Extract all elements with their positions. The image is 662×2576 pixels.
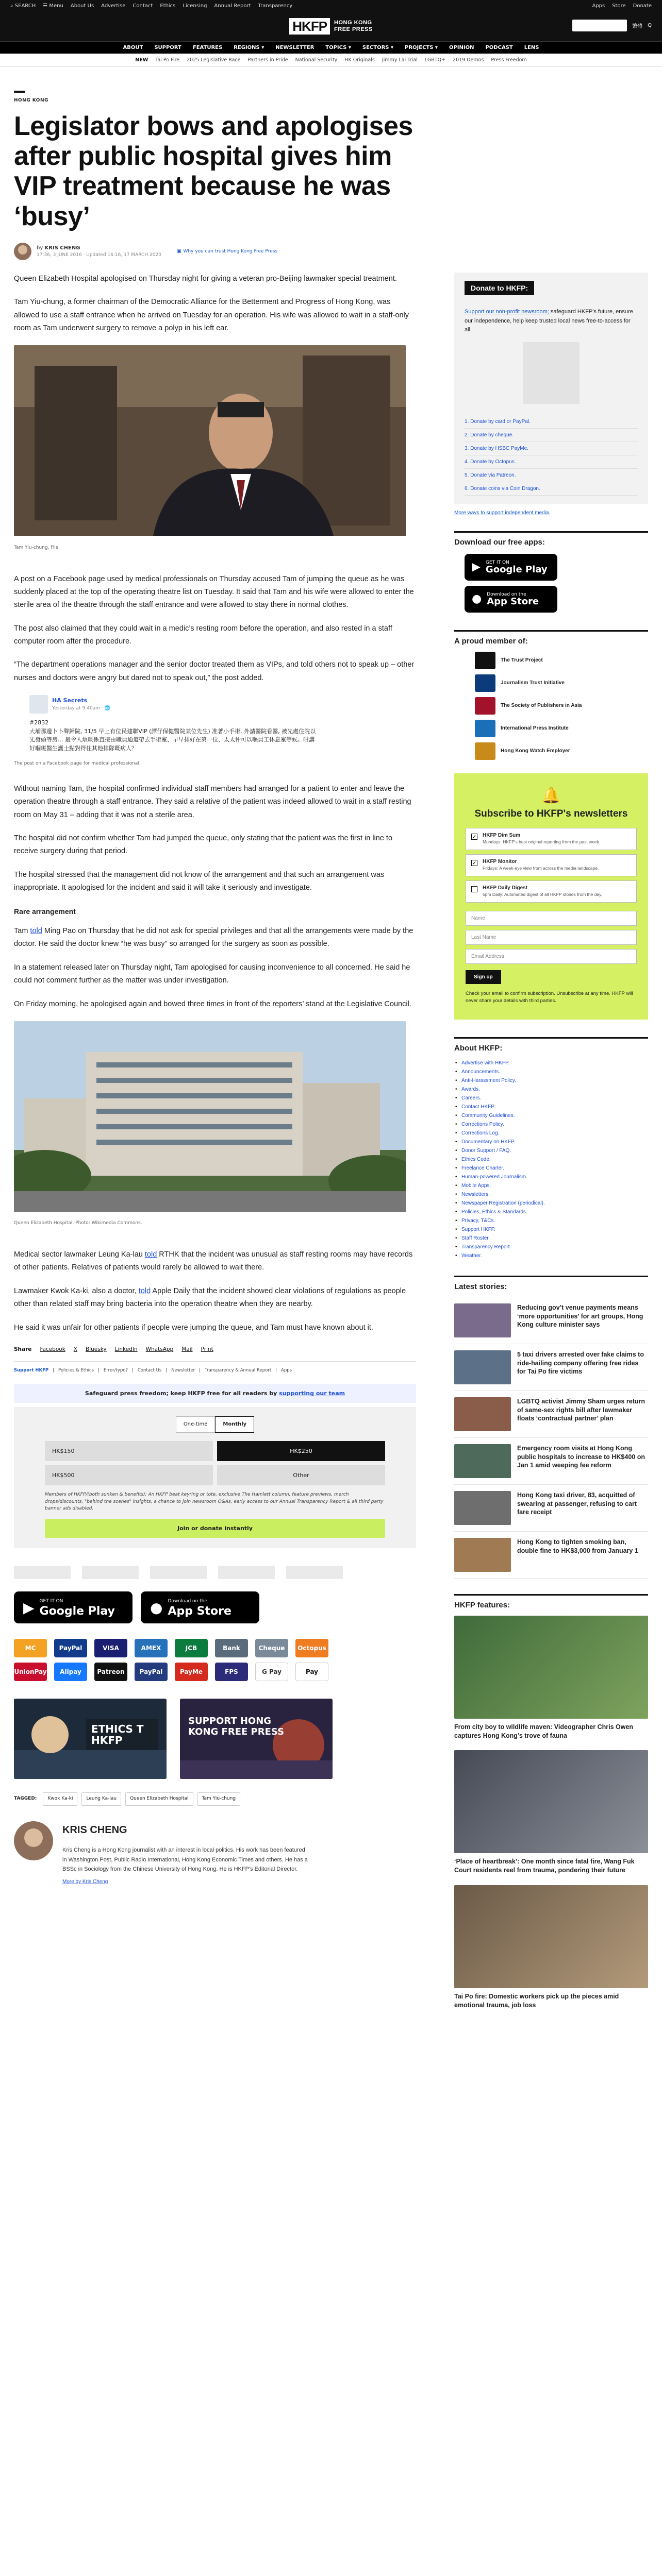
feature-story[interactable]: From city boy to wildlife maven: Videographer Chris Owen captures Hong Kong’s trove of fauna (454, 1616, 648, 1740)
share-row (14, 1345, 416, 1354)
about-link[interactable]: • Freelance Charter. (454, 1164, 648, 1173)
about-link[interactable]: • Donor Support / FAQ. (454, 1146, 648, 1155)
nav-about[interactable]: ABOUT (123, 45, 143, 50)
sidebar-app-store-button[interactable]: ● Download on the App Store (465, 586, 557, 613)
donate-option[interactable]: 4. Donate by Octopus. (465, 455, 638, 469)
share-mail[interactable]: Mail (181, 1346, 193, 1352)
search-icon[interactable]: Q (648, 23, 652, 28)
partner-logo (286, 1566, 343, 1579)
about-title: About HKFP: (454, 1037, 648, 1053)
about-link[interactable]: • Human-powered Journalism. (454, 1173, 648, 1181)
photo-caption: Queen Elizabeth Hospital. Photo: Wikimedia Commons. (14, 1221, 142, 1226)
about-link[interactable]: • Newspaper Registration (periodical). (454, 1199, 648, 1208)
latest-story[interactable]: 5 taxi drivers arrested over fake claims to ride-hailing company offering free rides for Tai Po fire victims (454, 1344, 648, 1391)
payment-logo: G Pay (255, 1663, 288, 1681)
donate-card (454, 273, 648, 504)
utility-bar (0, 0, 662, 11)
trending-item[interactable]: 2025 Legislative Race (187, 57, 241, 63)
about-link[interactable]: • Support HKFP. (454, 1225, 648, 1234)
proud-member-title: A proud member of: (454, 630, 648, 646)
article-photo-tam[interactable] (14, 345, 406, 540)
source-link[interactable]: told (144, 1250, 157, 1259)
fb-post-tag: #2832 (29, 719, 49, 726)
amount-other[interactable]: Other (217, 1465, 385, 1485)
about-link[interactable]: • Corrections Policy. (454, 1120, 648, 1129)
fb-page-name[interactable]: HA Secrets (52, 697, 88, 704)
newsletter-option-monitor[interactable]: ✓ HKFP Monitor Fridays: A week-eye view from across the media landscape. (466, 854, 637, 876)
member-trust-project[interactable]: The Trust Project (475, 652, 648, 669)
donate-option[interactable]: 1. Donate by card or PayPal. (465, 415, 638, 429)
latest-title: Latest stories: (454, 1276, 648, 1291)
about-link[interactable]: • Privacy, T&Cs. (454, 1216, 648, 1225)
member-sopa[interactable]: The Society of Publishers in Asia (475, 697, 648, 715)
nav-lens[interactable]: LENS (524, 45, 539, 50)
policy-typo[interactable]: Error/typo? (103, 1368, 128, 1374)
about-link[interactable]: • Careers. (454, 1094, 648, 1103)
paragraph: Queen Elizabeth Hospital apologised on Thursday night for giving a veteran pro-Beijing lawmaker special treatment. (14, 274, 397, 283)
ethics-promo-label: ETHICS T HKFP (91, 1723, 144, 1747)
facebook-page-icon (29, 695, 48, 714)
payment-logo: MC (14, 1639, 47, 1657)
payment-logo: Octopus (295, 1639, 328, 1657)
language-switch[interactable]: 繁體 (632, 24, 643, 29)
author-name[interactable]: KRIS CHENG (44, 245, 80, 251)
kicker-rule (14, 91, 25, 93)
about-link[interactable]: • Documentary on HKFP. (454, 1138, 648, 1146)
latest-story[interactable]: Hong Kong taxi driver, 83, acquitted of swearing at passenger, refusing to cart fare receipt (454, 1485, 648, 1532)
payment-logo: Cheque (255, 1639, 288, 1657)
payment-methods (14, 1639, 416, 1681)
policy-links: Support HKFP | Policies & Ethics | Error/typo? | Contact Us | Newsletter | Transparency & Annual Report | Apps (14, 1361, 416, 1375)
email-field[interactable]: Email Address (466, 949, 637, 964)
google-play-icon: ▶ (23, 1599, 35, 1616)
article-title: Legislator bows and apologises after public hospital gives him VIP treatment because he was ‘busy’ (14, 111, 413, 231)
nav-topics[interactable]: TOPICS ▾ (325, 45, 351, 50)
more-ways-link[interactable]: More ways to support independent media. (454, 510, 551, 516)
share-print[interactable]: Print (201, 1346, 213, 1352)
util-link-advertise[interactable]: Advertise (101, 3, 126, 9)
latest-story[interactable]: LGBTQ activist Jimmy Sham urges return of same-sex rights bill after lawmaker floats ‘contractual partner’ plan (454, 1391, 648, 1438)
about-link[interactable]: • Community Guidelines. (454, 1111, 648, 1120)
feature-story[interactable]: Tai Po fire: Domestic workers pick up the pieces amid emotional trauma, job loss (454, 1885, 648, 2010)
last-name-field[interactable]: Last Name (466, 930, 637, 945)
tag-list (14, 1792, 416, 1806)
member-ipi[interactable]: International Press Institute (475, 720, 648, 737)
paragraph: On Friday morning, he apologised again and bowed three times in front of the reporters’ stand at the Legislative Council. (14, 999, 411, 1008)
nav-sectors[interactable]: SECTORS ▾ (362, 45, 393, 50)
about-link[interactable]: • Policies, Ethics & Standards. (454, 1208, 648, 1216)
section-heading: Rare arrangement (14, 907, 76, 916)
newsletter-option-dim-sum[interactable]: ✓ HKFP Dim Sum Mondays: HKFP's best original reporting from the past week. (466, 828, 637, 850)
member-hk-watch[interactable]: Hong Kong Watch Employer (475, 742, 648, 760)
google-play-button[interactable]: ▶ GET IT ON Google Play (14, 1591, 133, 1623)
policy-transparency[interactable]: Transparency & Annual Report (205, 1368, 272, 1374)
logo-line-2: FREE PRESS (334, 26, 373, 32)
payment-logo: FPS (215, 1663, 248, 1681)
donate-option[interactable]: 3. Donate by HSBC PayMe. (465, 442, 638, 455)
about-link[interactable]: • Anti-Harassment Policy. (454, 1076, 648, 1085)
payment-logo: JCB (175, 1639, 208, 1657)
about-link[interactable]: • Transparency Report. (454, 1243, 648, 1251)
sign-up-button[interactable]: Sign up (466, 970, 501, 984)
newsletter-signup (454, 773, 648, 1020)
newsletter-option-daily-digest[interactable]: HKFP Daily Digest 5pm Daily: Automated digest of all HKFP stories from the day. (466, 880, 637, 903)
member-benefits: Members of HKFP/(both sunken & benefits): An HKFP beat keyring or tote, exclusive The Hamlett column, feature previews, merch drops/discounts, "behind the scenes" insights, a chance to join newsroom Q&As, early access to our Annual Transparency Report & all third party banner ads disabled. (45, 1492, 384, 1512)
trending-item[interactable]: Press Freedom (491, 57, 527, 63)
search-link[interactable]: ⌕ SEARCH (10, 3, 36, 9)
util-link-contact[interactable]: Contact (133, 3, 153, 9)
partner-logo (82, 1566, 139, 1579)
util-link-licensing[interactable]: Licensing (183, 3, 207, 9)
hkfp-logo[interactable] (289, 18, 372, 35)
share-whatsapp[interactable]: WhatsApp (145, 1346, 174, 1352)
policy-apps[interactable]: Apps (281, 1368, 292, 1374)
share-bluesky[interactable]: Bluesky (85, 1346, 107, 1352)
author-box (14, 1821, 416, 1887)
util-link-about[interactable]: About Us (70, 3, 94, 9)
paragraph: He said it was unfair for other patients if people were jumping the queue, and Tam must have known about it. (14, 1323, 373, 1332)
paragraph: “The department operations manager and the senior doctor treated them as VIPs, and told others not to speak up – other nurses and doctors were angry but dared not to speak out,” the post added. (14, 660, 415, 682)
about-link[interactable]: • Newsletters. (454, 1190, 648, 1199)
util-link-annual-report[interactable]: Annual Report (214, 3, 251, 9)
util-link-apps[interactable]: Apps (592, 3, 605, 9)
trending-item[interactable]: Partners in Pride (247, 57, 288, 63)
nav-opinion[interactable]: OPINION (449, 45, 474, 50)
author-bio: Kris Cheng is a Hong Kong journalist with an interest in local politics. His work has been featured in Washington Post, Public Radio International, Hong Kong Economic Times and others. He has a BSSc in Sociology from the Chinese University of Hong Kong. He is HKFP's Editorial Director. (62, 1846, 308, 1873)
util-link-ethics[interactable]: Ethics (160, 3, 176, 9)
tag[interactable]: Leung Ka-lau (81, 1792, 121, 1806)
partner-logo (14, 1566, 71, 1579)
util-link-transparency[interactable]: Transparency (258, 3, 293, 9)
partner-logo (150, 1566, 207, 1579)
paragraph: A post on a Facebook page used by medical professionals on Thursday accused Tam of jumping the queue as he was suddenly placed at the top of the operating theatre list on Tuesday. It said that Tam and his wife were allowed to enter the sterile area of the theatre through the staff entrance and were allowed to stay there in normal clothes. (14, 574, 414, 609)
share-linkedin[interactable]: LinkedIn (114, 1346, 138, 1352)
partner-logos (14, 1566, 416, 1579)
nav-regions[interactable]: REGIONS ▾ (234, 45, 264, 50)
apple-icon: ● (150, 1599, 163, 1616)
app-store-button[interactable]: ● Download on the App Store (141, 1591, 259, 1623)
trending-item[interactable]: Tai Po Fire (155, 57, 180, 63)
newsletter-note: Check your email to confirm subscription. Unsubscribe at any time. HKFP will never share your details with third parties. (466, 991, 633, 1004)
share-x[interactable]: X (73, 1346, 77, 1352)
paragraph: Tam Yiu-chung, a former chairman of the Democratic Alliance for the Betterment and Progress of Hong Kong, was allowed to use a staff entrance when he arrived on Tuesday for an operation. His wife was allowed to wait in a staff-only room as Tam underwent surgery to remove a polyp in his left ear. (14, 298, 409, 333)
paragraph: In a statement released later on Thursday night, Tam apologised for causing inconvenience to all concerned. He said he could not comment further as the matter was under investigation. (14, 963, 410, 985)
about-link[interactable]: • Advertise with HKFP. (454, 1059, 648, 1067)
policy-newsletter[interactable]: Newsletter (171, 1368, 195, 1374)
fb-post-time: Yesterday at 9:40am · 🌐 (52, 705, 110, 711)
tags-label: TAGGED: (14, 1796, 37, 1802)
payment-logo: VISA (94, 1639, 127, 1657)
source-link[interactable]: told (138, 1286, 151, 1295)
author-photo[interactable] (14, 1821, 53, 1860)
policy-ethics[interactable]: Policies & Ethics (58, 1368, 94, 1374)
menu-link[interactable]: ☰ Menu (43, 3, 63, 9)
nav-podcast[interactable]: PODCAST (485, 45, 513, 50)
paragraph: Medical sector lawmaker Leung Ka-lau told RTHK that the incident was unusual as staff resting rooms may have records of other patients. Relatives of patients would rarely be allowed to wait there. (14, 1250, 413, 1272)
nav-features[interactable]: FEATURES (192, 45, 223, 50)
tag[interactable]: Queen Elizabeth Hospital (125, 1792, 193, 1806)
payment-logo: PayPal (54, 1639, 87, 1657)
nav-newsletter[interactable]: NEWSLETTER (275, 45, 315, 50)
paragraph: Lawmaker Kwok Ka-ki, also a doctor, told Apple Daily that the incident showed clear violations of regulations as people other than related staff may bring bacteria into the operation theatre when they are nearby. (14, 1286, 406, 1309)
safeguard-banner: Safeguard press freedom; keep HKFP free for all readers by supporting our team (14, 1384, 416, 1403)
about-link[interactable]: • Corrections Log. (454, 1129, 648, 1138)
photo-caption: Tam Yiu-chung. File (14, 545, 59, 550)
support-promo-label: SUPPORT HONG KONG FREE PRESS (188, 1716, 285, 1737)
donate-intro-link[interactable]: Support our non-profit newsroom; (465, 308, 549, 315)
about-link[interactable]: • Mobile Apps. (454, 1181, 648, 1190)
author-box-name[interactable]: KRIS CHENG (62, 1824, 127, 1836)
fb-caption: The post on a Facebook page for medical professional. (14, 761, 141, 767)
sidebar (454, 273, 648, 2020)
about-link[interactable]: • Awards. (454, 1085, 648, 1094)
google-play-icon: ▶ (472, 561, 481, 574)
payment-logo: UnionPay (14, 1663, 47, 1681)
latest-story[interactable]: Emergency room visits at Hong Kong public hospitals to increase to HK$400 on Jan 1 amid weeping fee reform (454, 1438, 648, 1485)
facebook-embed[interactable] (29, 695, 318, 753)
tag[interactable]: Kwok Ka-ki (43, 1792, 77, 1806)
nav-support[interactable]: SUPPORT (154, 45, 181, 50)
paragraph: The hospital stressed that the management did not know of the arrangement and that such an arrangement was inappropriate. It apologised for the incident and said it will take it seriously and investigate. (14, 870, 385, 892)
donate-qr-code (523, 342, 580, 404)
tag[interactable]: Tam Yiu-chung (197, 1792, 241, 1806)
article-date: 17:36, 3 JUNE 2016 · Updated 16:16, 17 MARCH 2020 (37, 252, 161, 258)
trending-item[interactable]: HK Originals (344, 57, 375, 63)
logo-mark: HKFP (289, 18, 330, 35)
trending-label: NEW (135, 57, 148, 63)
sidebar-google-play-button[interactable]: ▶ GET IT ON Google Play (465, 554, 557, 581)
support-promo[interactable] (180, 1699, 333, 1779)
source-link[interactable]: told (30, 927, 42, 936)
join-button[interactable]: Join or donate instantly (45, 1519, 385, 1538)
toggle-one-time[interactable]: One-time (176, 1416, 216, 1433)
author-avatar[interactable] (14, 243, 31, 260)
latest-story[interactable]: Hong Kong to tighten smoking ban, double fine to HK$3,000 from January 1 (454, 1532, 648, 1579)
article-photo-hospital[interactable] (14, 1021, 406, 1216)
share-facebook[interactable]: Facebook (40, 1346, 65, 1352)
more-by-author-link[interactable]: More by Kris Cheng (62, 1879, 108, 1885)
donate-option[interactable]: 5. Donate via Patreon. (465, 469, 638, 482)
util-link-store[interactable]: Store (612, 3, 626, 9)
util-link-donate[interactable]: Donate (633, 3, 652, 9)
partner-logo (218, 1566, 275, 1579)
trust-icon: ▣ (176, 248, 181, 254)
paragraph: Tam told Ming Pao on Thursday that he did not ask for special privileges and that all the arrangements were made by the doctor. He said the doctor knew “he was busy” so arranged for the surgery as soon as possible. (14, 927, 413, 948)
about-link[interactable]: • Announcements. (454, 1067, 648, 1076)
feature-story[interactable]: ‘Place of heartbreak’: One month since fatal fire, Wang Fuk Court residents reel from trauma, pondering their future (454, 1750, 648, 1875)
fb-post-text: 大埔那邊卜卜聲歸院, 31/5 早上有位民建聯VIP (譚仔保健醫院某位先生) 准著小手術, 外請醫院看醫, 被先處住院以先發頭等房... 最令人煩嘅係直接由職員通道帶去手術室、早早排好在第一位、太太仲可以喺員工休息室等候。咁講好嗰班醫生護士點對得住其他排隊嘅病人？ (29, 727, 316, 752)
site-header (0, 11, 662, 41)
about-link[interactable]: • Staff Roster. (454, 1234, 648, 1243)
paragraph: The hospital did not confirm whether Tam had jumped the queue, only stating that the patient was the first in line to receive surgery during that period. (14, 834, 393, 856)
payment-logo: Alipay (54, 1663, 87, 1681)
apple-icon: ● (472, 592, 482, 606)
about-link[interactable]: • Contact HKFP. (454, 1103, 648, 1111)
trending-item[interactable]: 2019 Demos (453, 57, 484, 63)
support-team-link[interactable]: supporting our team (279, 1390, 345, 1397)
donate-intro: safeguard HKFP's future, ensure our independence, help keep trusted local news free-to-access for all. (465, 308, 633, 333)
trust-link[interactable]: ▣ Why you can trust Hong Kong Free Press (176, 248, 278, 254)
amount-option[interactable]: HK$500 (45, 1465, 213, 1485)
toggle-monthly[interactable]: Monthly (215, 1416, 254, 1433)
policy-support[interactable]: Support HKFP (14, 1368, 49, 1374)
newsletter-title: Subscribe to HKFP's newsletters (474, 808, 628, 819)
paragraph: The post also claimed that they could wait in a medic’s resting room before the operation, and also rested in a staff computer room after the procedure. (14, 624, 392, 646)
paragraph: Without naming Tam, the hospital confirmed individual staff members had arranged for a patient to enter and leave the operation theatre through a staff entrance. They said a relative of the patient was indeed allowed to wait in a staff resting room on May 31 – adding that it was not a sterile area. (14, 784, 411, 819)
trending-item[interactable]: National Security (295, 57, 338, 63)
latest-story[interactable]: Reducing gov’t venue payments means ‘more opportunities’ for art groups, Hong Kong culture minister says (454, 1297, 648, 1344)
payment-logo: PayPal (135, 1663, 168, 1681)
byline-prefix: by (37, 245, 43, 251)
payment-logo: AMEX (135, 1639, 168, 1657)
main-nav (0, 41, 662, 54)
payment-logo: Patreon (94, 1663, 127, 1681)
payment-logo: Pay (295, 1663, 328, 1681)
article-kicker[interactable]: HONG KONG (14, 98, 48, 103)
trending-item[interactable]: Jimmy Lai Trial (382, 57, 418, 63)
trending-item[interactable]: LGBTQ+ (424, 57, 446, 63)
first-name-field[interactable]: Name (466, 911, 637, 926)
donate-title: Donate to HKFP: (465, 281, 534, 295)
donate-option[interactable]: 6. Donate coins via Coin Dragon. (465, 482, 638, 496)
amount-option-selected[interactable]: HK$250 (217, 1441, 385, 1461)
apps-title: Download our free apps: (454, 531, 648, 547)
about-link[interactable]: • Weather. (454, 1251, 648, 1260)
about-link[interactable]: • Ethics Code. (454, 1155, 648, 1164)
trending-bar (0, 54, 662, 67)
donation-widget (14, 1407, 416, 1548)
ethics-promo[interactable] (14, 1699, 167, 1779)
article-body (14, 273, 416, 2020)
features-title: HKFP features: (454, 1594, 648, 1609)
policy-contact[interactable]: Contact Us (137, 1368, 162, 1374)
bell-icon: 🔔 (541, 787, 561, 804)
member-jti[interactable]: Journalism Trust Initiative (475, 674, 648, 692)
donate-option[interactable]: 2. Donate by cheque. (465, 429, 638, 442)
support-hkfp-button[interactable]: SUPPORT HKFP (572, 20, 627, 31)
payment-logo: Bank (215, 1639, 248, 1657)
amount-option[interactable]: HK$150 (45, 1441, 213, 1461)
share-label: Share (14, 1346, 32, 1352)
logo-line-1: HONG KONG (334, 20, 372, 26)
payment-logo: PayMe (175, 1663, 208, 1681)
nav-projects[interactable]: PROJECTS ▾ (405, 45, 438, 50)
